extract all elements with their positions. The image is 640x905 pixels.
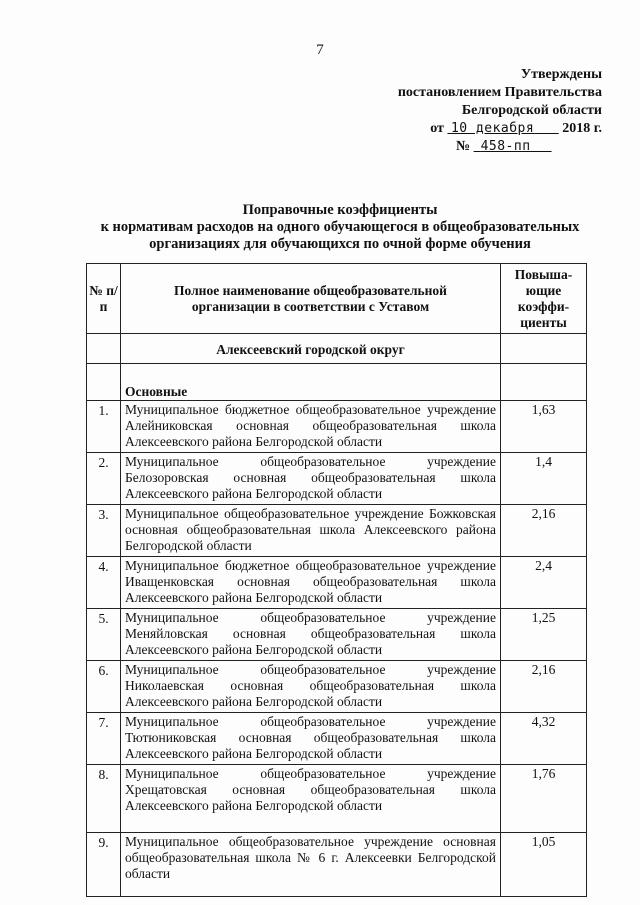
date-prefix: от: [430, 121, 444, 136]
approval-line-1: Утверждены: [520, 67, 602, 82]
title-line-3: организациях для обучающихся по очной форме обучения: [149, 236, 531, 252]
table-header-row: [87, 264, 587, 334]
district-row: [87, 334, 587, 364]
table-row: [87, 609, 587, 661]
row-number: 5.: [87, 609, 121, 661]
date-value: 10 декабря: [450, 121, 535, 136]
approval-line-2: постановлением Правительства: [397, 85, 602, 100]
approval-block: [392, 66, 602, 156]
district-name: Алексеевский городской округ: [121, 334, 501, 364]
table-row: [87, 833, 587, 897]
date-year: 2018 г.: [562, 121, 602, 136]
header-num: № п/п: [87, 264, 121, 334]
row-coef: 1,76: [501, 765, 587, 833]
row-coef: 2,16: [501, 505, 587, 557]
row-coef: 2,16: [501, 661, 587, 713]
approval-number-line: [392, 138, 602, 156]
row-name: Муниципальное общеобразовательное учреждение Тютюниковская основная общеобразовательная школа Алексеевского района Белгородской области: [121, 713, 501, 765]
number-prefix: №: [456, 139, 471, 154]
row-number: 8.: [87, 765, 121, 833]
row-coef: 1,4: [501, 453, 587, 505]
row-coef: 4,32: [501, 713, 587, 765]
page-number: 7: [316, 42, 324, 58]
row-coef: 1,25: [501, 609, 587, 661]
row-number: 3.: [87, 505, 121, 557]
row-name: Муниципальное общеобразовательное учреждение Белозоровская основная общеобразовательная школа Алексеевского района Белгородской области: [121, 453, 501, 505]
table-row: [87, 505, 587, 557]
row-coef: 2,4: [501, 557, 587, 609]
row-name: Муниципальное бюджетное общеобразовательное учреждение Иващенковская основная общеобразовательная школа Алексеевского района Белгородской области: [121, 557, 501, 609]
header-name: Полное наименование общеобразовательной организации в соответствии с Уставом: [121, 264, 501, 334]
row-number: 6.: [87, 661, 121, 713]
row-name: Муниципальное общеобразовательное учреждение Николаевская основная общеобразовательная школа Алексеевского района Белгородской области: [121, 661, 501, 713]
document-title: [40, 202, 640, 253]
row-coef: 1,63: [501, 401, 587, 453]
subheader-row: [87, 364, 587, 401]
row-coef: 1,05: [501, 833, 587, 897]
title-line-2: к нормативам расходов на одного обучающегося в общеобразовательных: [100, 219, 580, 235]
row-name: Муниципальное бюджетное общеобразовательное учреждение Алейниковская основная общеобразовательная школа Алексеевского района Белгородской области: [121, 401, 501, 453]
table-row: [87, 557, 587, 609]
row-number: 9.: [87, 833, 121, 897]
row-number: 7.: [87, 713, 121, 765]
row-name: Муниципальное общеобразовательное учреждение Божковская основная общеобразовательная школа Алексеевского района Белгородской области: [121, 505, 501, 557]
approval-date-line: [392, 120, 602, 138]
number-value: 458-пп: [480, 139, 531, 154]
coefficients-table: [86, 263, 587, 897]
row-name: Муниципальное общеобразовательное учреждение Хрещатовская основная общеобразовательная школа Алексеевского района Белгородской области: [121, 765, 501, 833]
table-row: [87, 661, 587, 713]
table-row: [87, 713, 587, 765]
row-number: 1.: [87, 401, 121, 453]
table-row: [87, 401, 587, 453]
row-number: 2.: [87, 453, 121, 505]
approval-line-3: Белгородской области: [461, 103, 602, 118]
title-line-1: Поправочные коэффициенты: [242, 202, 438, 218]
table-row: [87, 765, 587, 833]
row-name: Муниципальное общеобразовательное учреждение основная общеобразовательная школа № 6 г. Алексеевки Белгородской области: [121, 833, 501, 897]
row-number: 4.: [87, 557, 121, 609]
table-row: [87, 453, 587, 505]
row-name: Муниципальное общеобразовательное учреждение Меняйловская основная общеобразовательная школа Алексеевского района Белгородской области: [121, 609, 501, 661]
subheader-label: Основные: [121, 364, 501, 401]
header-coef: Повыша-ющие коэффи-циенты: [501, 264, 587, 334]
